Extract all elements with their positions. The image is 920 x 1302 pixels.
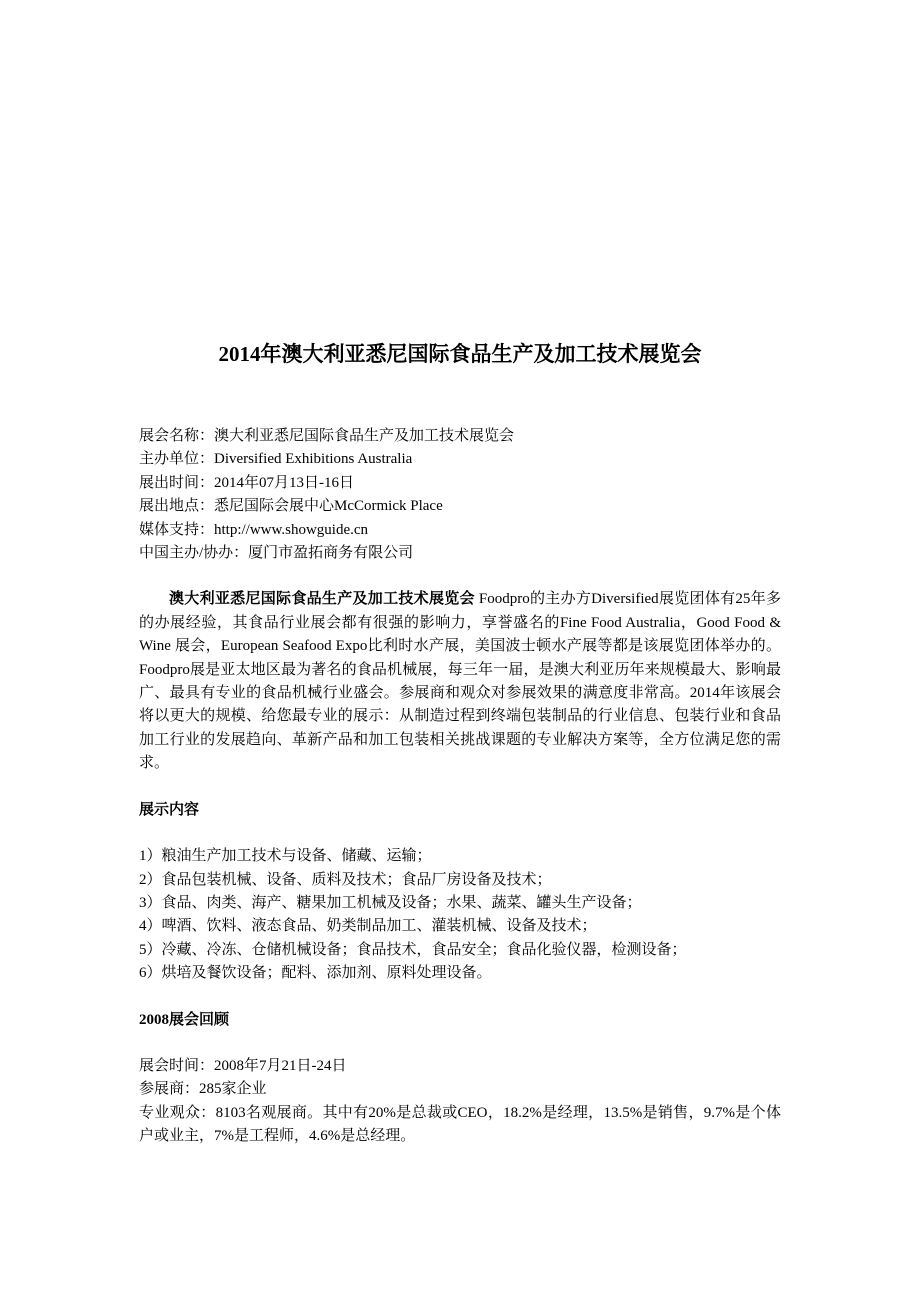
info-media-support: 媒体支持：http://www.showguide.cn: [139, 521, 369, 538]
list-item: 4）啤酒、饮料、液态食品、奶类制品加工、灌装机械、设备及技术；: [139, 918, 597, 935]
info-organizer: 主办单位：Diversified Exhibitions Australia: [139, 451, 413, 468]
review-exhibitors: 参展商：285家企业: [139, 1081, 267, 1098]
exhibits-list: [139, 845, 781, 985]
info-exhibition-name: 展会名称：澳大利亚悉尼国际食品生产及加工技术展览会: [139, 428, 515, 444]
info-venue: 展出地点：悉尼国际会展中心McCormick Place: [139, 498, 443, 515]
info-china-organizer: 中国主办/协办：厦门市盈拓商务有限公司: [139, 545, 414, 562]
intro-paragraph: [139, 588, 781, 775]
document-body: [139, 425, 781, 1149]
info-dates: 展出时间：2014年07月13日-16日: [139, 474, 354, 491]
review-heading: 2008展会回顾: [139, 1011, 230, 1028]
list-item: 2）食品包装机械、设备、质料及技术；食品厂房设备及技术；: [139, 871, 552, 888]
exhibits-heading: 展示内容: [139, 801, 200, 818]
document-title: 2014年澳大利亚悉尼国际食品生产及加工技术展览会: [218, 342, 702, 366]
review-time: 展会时间：2008年7月21日-24日: [139, 1057, 347, 1074]
review-info: [139, 1055, 781, 1149]
intro-body: Foodpro的主办方Diversified展览团体有25年多的办展经验，其食品行业展会都有很强的影响力，享誉盛名的Fine Food Australia，Good Food & Wine 展会，European Seafood Expo比利时水产展，美国波士顿水产展等都是该展览团体举办的。Foodpro展是亚太地区最为著名的食品机械展，每三年一届，是澳大利亚历年来规模最大、影响最广、最具有专业的食品机械行业盛会。参展商和观众对参展效果的满意度非常高。2014年该展会将以更大的规模、给您最专业的展示：从制造过程到终端包装制品的行业信息、包装行业和食品加工行业的发展趋向、革新产品和加工包装相关挑战课题的专业解决方案等，全方位满足您的需求。: [139, 591, 781, 772]
list-item: 1）粮油生产加工技术与设备、储藏、运输；: [139, 848, 432, 865]
list-item: 6）烘培及餐饮设备；配料、添加剂、原料处理设备。: [139, 965, 492, 982]
review-audience: 专业观众：8103名观展商。其中有20%是总裁或CEO，18.2%是经理，13.5%是销售，9.7%是个体户或业主，7%是工程师，4.6%是总经理。: [139, 1104, 781, 1145]
exhibition-info: [139, 425, 781, 565]
intro-lead: 澳大利亚悉尼国际食品生产及加工技术展览会: [169, 591, 475, 608]
list-item: 5）冷藏、冷冻、仓储机械设备；食品技术，食品安全；食品化验仪器，检测设备；: [139, 941, 687, 958]
list-item: 3）食品、肉类、海产、糖果加工机械及设备；水果、蔬菜、罐头生产设备；: [139, 894, 642, 911]
